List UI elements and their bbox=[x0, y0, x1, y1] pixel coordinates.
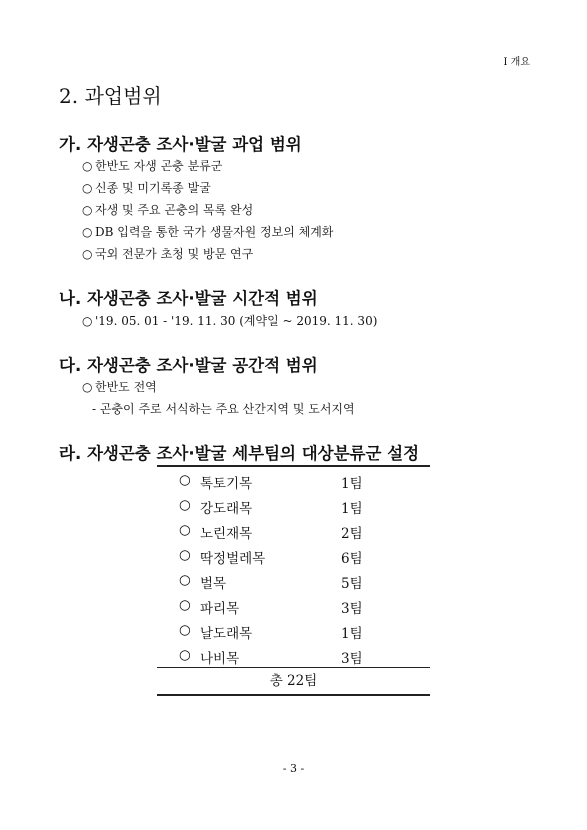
heading-space-scope: 다. 자생곤충 조사·발굴 공간적 범위 bbox=[59, 356, 318, 375]
heading-time-scope: 나. 자생곤충 조사·발굴 시간적 범위 bbox=[59, 289, 318, 308]
table-row: ○ 딱정벌레목 6팀 bbox=[179, 547, 363, 567]
table-row: ○ 날도래목 1팀 bbox=[179, 622, 363, 642]
circle-bullet-icon: ○ bbox=[179, 472, 191, 488]
page-number: - 3 - bbox=[282, 762, 305, 775]
circle-bullet-icon: ○ bbox=[82, 159, 93, 173]
heading-team-setup: 라. 자생곤충 조사·발굴 세부팀의 대상분류군 설정 bbox=[59, 444, 420, 463]
list-item: ○ 한반도 전역 bbox=[82, 380, 157, 394]
table-row: ○ 강도래목 1팀 bbox=[179, 497, 363, 517]
circle-bullet-icon: ○ bbox=[179, 497, 191, 513]
circle-bullet-icon: ○ bbox=[82, 225, 93, 239]
list-item: ○ 자생 및 주요 곤충의 목록 완성 bbox=[82, 203, 254, 217]
circle-bullet-icon: ○ bbox=[82, 247, 93, 261]
circle-bullet-icon: ○ bbox=[179, 622, 191, 638]
team-table bbox=[157, 465, 430, 696]
circle-bullet-icon: ○ bbox=[82, 203, 93, 217]
circle-bullet-icon: ○ bbox=[82, 181, 93, 195]
list-item: ○ '19. 05. 01 - '19. 11. 30 (계약일 ~ 2019. 11. 30) bbox=[82, 314, 378, 328]
list-item: ○ DB 입력을 통한 국가 생물자원 정보의 체계화 bbox=[82, 225, 334, 239]
table-row: ○ 노린재목 2팀 bbox=[179, 522, 363, 542]
table-row: ○ 나비목 3팀 bbox=[179, 647, 363, 667]
circle-bullet-icon: ○ bbox=[82, 314, 93, 328]
heading-scope: 가. 자생곤충 조사·발굴 과업 범위 bbox=[59, 135, 302, 154]
circle-bullet-icon: ○ bbox=[82, 380, 93, 394]
table-bottom-rule bbox=[157, 694, 430, 696]
circle-bullet-icon: ○ bbox=[179, 547, 191, 563]
circle-bullet-icon: ○ bbox=[179, 647, 191, 663]
circle-bullet-icon: ○ bbox=[179, 597, 191, 613]
table-total: 총 22팀 bbox=[269, 673, 318, 689]
chapter-header: Ⅰ 개요 bbox=[503, 57, 530, 68]
list-item: ○ 신종 및 미기록종 발굴 bbox=[82, 181, 211, 195]
table-row: ○ 톡토기목 1팀 bbox=[179, 472, 363, 492]
circle-bullet-icon: ○ bbox=[179, 522, 191, 538]
sub-item: - 곤충이 주로 서식하는 주요 산간지역 및 도서지역 bbox=[92, 402, 355, 416]
circle-bullet-icon: ○ bbox=[179, 572, 191, 588]
table-row: ○ 벌목 5팀 bbox=[179, 572, 363, 592]
list-item: ○ 국외 전문가 초청 및 방문 연구 bbox=[82, 247, 254, 261]
section-title: 2. 과업범위 bbox=[59, 84, 162, 108]
table-row: ○ 파리목 3팀 bbox=[179, 597, 363, 617]
list-item: ○ 한반도 자생 곤충 분류군 bbox=[82, 159, 223, 173]
